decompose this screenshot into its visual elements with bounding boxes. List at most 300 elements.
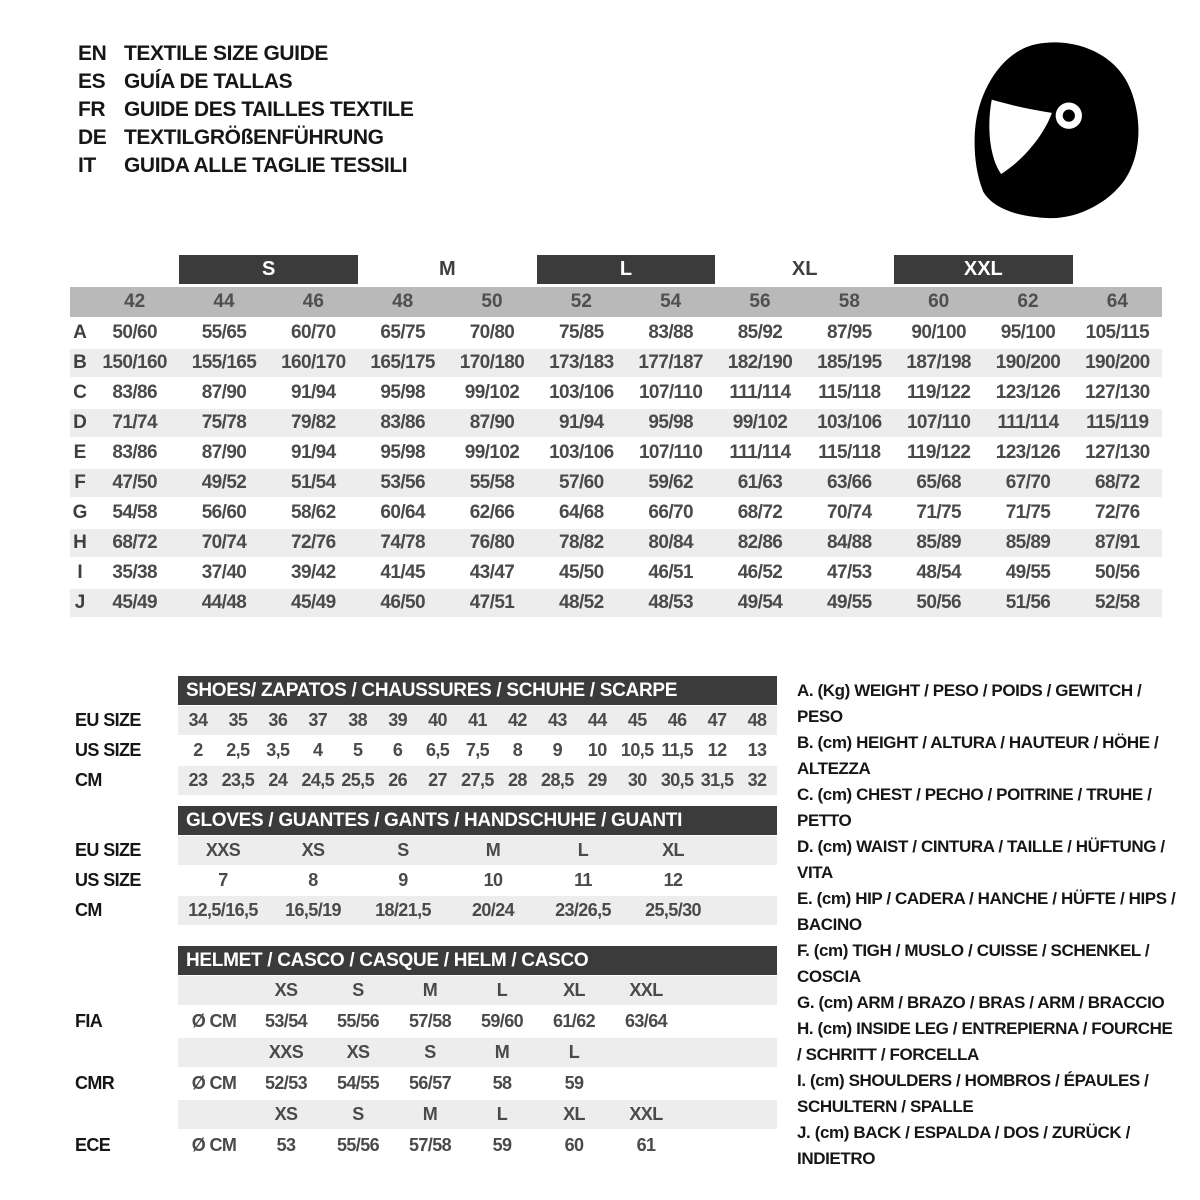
helmet-unit-cell: Ø CM	[191, 1135, 237, 1155]
gloves-cell: M	[485, 840, 501, 860]
size-cell: 127/130	[1085, 382, 1150, 403]
language-code: FR	[78, 98, 106, 121]
size-cell: 49/55	[827, 592, 872, 613]
size-band-cell: 52	[570, 291, 592, 312]
size-group-m: M	[438, 258, 456, 280]
shoes-table-title: SHOES/ ZAPATOS / CHAUSSURES / SCHUHE / SCARPE	[178, 676, 777, 705]
helmet-size-cell: M	[422, 980, 438, 1000]
language-label: GUÍA DE TALLAS	[124, 70, 293, 93]
helmet-size-cell: L	[496, 1104, 508, 1124]
size-cell: 111/114	[729, 442, 791, 463]
shoes-cell: 24	[268, 770, 288, 790]
language-code: IT	[78, 154, 96, 177]
size-cell: 41/45	[380, 562, 425, 583]
shoes-cell: 5	[352, 740, 363, 760]
size-cell: 80/84	[648, 532, 693, 553]
shoes-row-values	[178, 706, 777, 735]
helmet-size-cell: XS	[274, 980, 298, 1000]
size-cell: 62/66	[469, 502, 515, 523]
size-cell: 70/74	[827, 502, 872, 523]
helmet-standard-label: FIA	[75, 1011, 103, 1031]
helmet-value-cell: 52/53	[264, 1073, 308, 1093]
shoes-cell: 6	[392, 740, 403, 760]
size-band-cell: 64	[1106, 291, 1128, 312]
gloves-cell: 7	[218, 870, 228, 890]
shoes-cell: 47	[707, 710, 727, 730]
shoes-cell: 45	[627, 710, 647, 730]
gloves-cell: XS	[301, 840, 325, 860]
helmet-size-header-values	[178, 1100, 777, 1129]
size-row-label: D	[73, 412, 87, 433]
language-label: TEXTILGRÖßENFÜHRUNG	[124, 126, 384, 149]
size-cell: 48/52	[559, 592, 604, 613]
size-cell: 107/110	[638, 442, 703, 463]
helmet-unit-cell: Ø CM	[191, 1011, 237, 1031]
shoes-cell: 40	[428, 710, 447, 730]
gloves-row-label: CM	[75, 900, 102, 920]
size-row-label: A	[73, 322, 87, 343]
size-cell: 68/72	[1095, 472, 1140, 493]
helmet-size-cell: L	[568, 1042, 580, 1062]
shoes-cell: 41	[468, 710, 487, 730]
size-cell: 79/82	[291, 412, 336, 433]
size-group-l: L	[537, 255, 716, 284]
size-cell: 99/102	[732, 412, 788, 433]
size-cell: 95/98	[380, 382, 425, 403]
shoes-row	[75, 736, 777, 765]
size-cell: 99/102	[464, 382, 520, 403]
shoes-cell: 30,5	[660, 770, 694, 790]
helmet-value-cell: 61/62	[552, 1011, 596, 1031]
helmet-value-cell: 60	[564, 1135, 584, 1155]
size-cell: 47/50	[112, 472, 157, 493]
gloves-cell: XL	[662, 840, 684, 860]
size-row-label: I	[77, 562, 83, 583]
size-cell: 99/102	[464, 442, 520, 463]
size-cell: 87/90	[201, 442, 247, 463]
size-cell: 76/80	[469, 532, 515, 553]
shoes-table	[75, 676, 777, 795]
size-cell: 75/78	[201, 412, 247, 433]
helmet-size-header-spacer	[75, 1100, 178, 1129]
size-cell: 68/72	[112, 532, 157, 553]
size-cell: 52/58	[1095, 592, 1140, 613]
size-cell: 119/122	[906, 442, 971, 463]
size-cell: 35/38	[112, 562, 157, 583]
language-row	[78, 96, 413, 124]
size-cell: 115/118	[818, 442, 881, 463]
racing-helmet-icon	[972, 32, 1160, 220]
size-cell: 115/119	[1086, 412, 1149, 433]
size-band-cell: 44	[213, 291, 235, 312]
language-row	[78, 124, 413, 152]
helmet-size-cell: M	[494, 1042, 510, 1062]
size-band-cell: 48	[392, 291, 414, 312]
size-cell: 44/48	[201, 592, 247, 613]
shoes-cell: 23	[188, 770, 208, 790]
gloves-row-values	[178, 896, 777, 925]
gloves-table	[75, 806, 777, 925]
legend-item: A. (Kg) WEIGHT / PESO / POIDS / GEWITCH / PESO	[797, 681, 1142, 726]
language-label: GUIDA ALLE TAGLIE TESSILI	[124, 154, 408, 177]
helmet-size-cell: XS	[274, 1104, 298, 1124]
size-cell: 45/50	[559, 562, 604, 583]
helmet-table-title: HELMET / CASCO / CASQUE / HELM / CASCO	[178, 946, 777, 975]
shoes-cell: 28	[508, 770, 527, 790]
size-cell: 115/118	[818, 382, 881, 403]
size-band-cell: 54	[660, 291, 682, 312]
helmet-size-cell: L	[496, 980, 508, 1000]
size-cell: 49/55	[1005, 562, 1051, 583]
size-cell: 67/70	[1005, 472, 1051, 493]
size-cell: 59/62	[648, 472, 693, 493]
gloves-cell: 8	[308, 870, 318, 890]
size-cell: 43/47	[469, 562, 515, 583]
shoes-cell: 48	[747, 710, 767, 730]
gloves-row-values	[178, 866, 777, 895]
helmet-value-cell: 54/55	[336, 1073, 380, 1093]
size-cell: 91/94	[559, 412, 604, 433]
language-row	[78, 152, 413, 180]
helmet-value-cell: 63/64	[624, 1011, 668, 1031]
language-label: TEXTILE SIZE GUIDE	[124, 42, 328, 65]
size-cell: 72/76	[291, 532, 336, 553]
language-code: ES	[78, 70, 106, 93]
size-cell: 47/51	[469, 592, 515, 613]
gloves-cell: 16,5/19	[285, 900, 341, 920]
size-cell: 123/126	[995, 382, 1061, 403]
helmet-size-header-row	[75, 976, 777, 1005]
size-cell: 74/78	[380, 532, 425, 553]
size-cell: 190/200	[995, 352, 1061, 373]
legend-item: E. (cm) HIP / CADERA / HANCHE / HÜFTE / HIPS / BACINO	[797, 889, 1176, 934]
helmet-size-cell: XL	[563, 980, 585, 1000]
helmet-table	[75, 946, 777, 1161]
shoes-cell: 11,5	[661, 740, 693, 760]
shoes-cell: 43	[547, 710, 567, 730]
size-row-label: J	[74, 592, 86, 613]
gloves-row	[75, 836, 777, 865]
shoes-cell: 4	[313, 740, 323, 760]
shoes-cell: 6,5	[425, 740, 450, 760]
gloves-cell: 10	[483, 870, 503, 890]
helmet-size-cell: XL	[563, 1104, 585, 1124]
shoes-cell: 2,5	[226, 740, 250, 760]
shoes-cell: 42	[508, 710, 527, 730]
size-group-xxl: XXL	[894, 255, 1073, 284]
legend-item: B. (cm) HEIGHT / ALTURA / HAUTEUR / HÖHE / ALTEZZA	[797, 733, 1159, 778]
shoes-cell: 28,5	[541, 770, 574, 790]
gloves-cell: 9	[398, 870, 408, 890]
shoes-cell: 2	[193, 740, 203, 760]
size-cell: 107/110	[638, 382, 703, 403]
size-cell: 49/52	[201, 472, 247, 493]
size-band-cell: 56	[749, 291, 771, 312]
shoes-cell: 24,5	[301, 770, 335, 790]
size-cell: 48/53	[648, 592, 693, 613]
size-cell: 85/89	[916, 532, 961, 553]
size-cell: 50/60	[112, 322, 157, 343]
size-row-label: F	[74, 472, 86, 493]
helmet-standard-label: ECE	[75, 1135, 111, 1155]
size-cell: 85/92	[737, 322, 783, 343]
gloves-row-values	[178, 836, 777, 865]
size-row	[70, 349, 1162, 377]
helmet-unit-spacer	[178, 976, 250, 1005]
legend-item: H. (cm) INSIDE LEG / ENTREPIERNA / FOURCHE / SCHRITT / FORCELLA	[797, 1019, 1173, 1064]
size-cell: 66/70	[648, 502, 693, 523]
size-row-label: G	[72, 502, 88, 523]
size-cell: 160/170	[281, 352, 346, 373]
size-cell: 83/88	[648, 322, 693, 343]
gloves-cell: L	[577, 840, 589, 860]
shoes-cell: 10	[587, 740, 607, 760]
size-cell: 71/75	[916, 502, 961, 523]
helmet-value-cell: 53/54	[264, 1011, 308, 1031]
size-cell: 61/63	[737, 472, 783, 493]
size-cell: 95/98	[380, 442, 425, 463]
helmet-value-cell: 59/60	[480, 1011, 524, 1031]
size-band-spacer	[70, 287, 90, 317]
helmet-value-cell: 58	[492, 1073, 512, 1093]
helmet-size-cell: XXS	[268, 1042, 304, 1062]
shoes-table-rows	[75, 706, 777, 795]
size-cell: 47/53	[827, 562, 872, 583]
helmet-size-cell: S	[352, 1104, 364, 1124]
size-cell: 65/75	[380, 322, 425, 343]
size-cell: 53/56	[380, 472, 425, 493]
shoes-row	[75, 706, 777, 735]
shoes-row-label: CM	[75, 770, 102, 790]
measurement-legend	[797, 678, 1179, 1172]
shoes-cell: 10,5	[620, 740, 654, 760]
shoes-cell: 29	[587, 770, 607, 790]
size-cell: 107/110	[906, 412, 971, 433]
size-cell: 95/98	[648, 412, 693, 433]
shoes-row-label: EU SIZE	[75, 710, 141, 730]
size-rows	[70, 319, 1162, 617]
language-row	[78, 68, 413, 96]
size-row	[70, 439, 1162, 467]
size-cell: 60/64	[380, 502, 425, 523]
size-cell: 64/68	[559, 502, 604, 523]
size-cell: 90/100	[911, 322, 966, 343]
size-cell: 150/160	[102, 352, 167, 373]
size-cell: 45/49	[112, 592, 157, 613]
size-cell: 103/106	[549, 442, 614, 463]
shoes-cell: 23,5	[221, 770, 255, 790]
shoes-cell: 9	[552, 740, 563, 760]
language-code: EN	[78, 42, 107, 65]
size-band-row	[70, 287, 1162, 317]
size-cell: 72/76	[1095, 502, 1140, 523]
size-cell: 71/74	[112, 412, 157, 433]
size-row	[70, 499, 1162, 527]
helmet-size-header-row	[75, 1100, 777, 1129]
visor-pivot-dot	[1063, 110, 1075, 122]
shoes-cell: 7,5	[465, 740, 490, 760]
helmet-size-cell: XXL	[629, 980, 663, 1000]
shoes-cell: 27	[428, 770, 447, 790]
size-cell: 182/190	[727, 352, 793, 373]
helmet-size-cell: S	[352, 980, 364, 1000]
size-cell: 105/115	[1085, 322, 1150, 343]
size-cell: 177/187	[638, 352, 703, 373]
size-cell: 123/126	[995, 442, 1061, 463]
helmet-size-cell: M	[422, 1104, 438, 1124]
size-cell: 155/165	[191, 352, 257, 373]
size-cell: 78/82	[559, 532, 604, 553]
size-cell: 65/68	[916, 472, 961, 493]
shoes-cell: 46	[667, 710, 687, 730]
shoes-row-values	[178, 736, 777, 765]
size-cell: 82/86	[737, 532, 783, 553]
shoes-row-values	[178, 766, 777, 795]
helmet-value-cell: 57/58	[408, 1135, 452, 1155]
size-row-label: H	[73, 532, 87, 553]
gloves-cell: 11	[574, 870, 592, 890]
helmet-value-cells	[178, 1068, 777, 1099]
legend-item: G. (cm) ARM / BRAZO / BRAS / ARM / BRACCIO	[797, 993, 1165, 1012]
gloves-table-title: GLOVES / GUANTES / GANTS / HANDSCHUHE / GUANTI	[178, 806, 777, 835]
helmet-unit-spacer	[178, 1038, 250, 1067]
shoes-cell: 25,5	[341, 770, 374, 790]
helmet-value-cell: 55/56	[336, 1011, 380, 1031]
size-cell: 46/52	[737, 562, 783, 583]
size-group-row	[70, 255, 1162, 284]
helmet-size-cell: XXL	[629, 1104, 663, 1124]
size-cell: 57/60	[559, 472, 604, 493]
size-cell: 127/130	[1085, 442, 1150, 463]
size-cell: 87/90	[201, 382, 247, 403]
size-row	[70, 319, 1162, 347]
size-cell: 70/80	[469, 322, 515, 343]
helmet-value-row	[75, 1068, 777, 1099]
helmet-value-cell: 55/56	[336, 1135, 380, 1155]
shoes-row-label: US SIZE	[75, 740, 141, 760]
shoes-cell: 32	[747, 770, 767, 790]
size-cell: 45/49	[291, 592, 336, 613]
size-row	[70, 469, 1162, 497]
size-group-xl: XL	[791, 258, 818, 280]
helmet-size-cell: S	[424, 1042, 436, 1062]
size-cell: 54/58	[112, 502, 157, 523]
size-cell: 49/54	[737, 592, 783, 613]
size-cell: 83/86	[380, 412, 425, 433]
helmet-value-row	[75, 1006, 777, 1037]
helmet-value-cell: 57/58	[408, 1011, 452, 1031]
size-cell: 91/94	[291, 442, 336, 463]
size-row	[70, 529, 1162, 557]
gloves-row-label: EU SIZE	[75, 840, 141, 860]
shoes-cell: 30	[627, 770, 647, 790]
size-cell: 84/88	[827, 532, 872, 553]
shoes-cell: 44	[587, 710, 607, 730]
size-band-cell: 62	[1017, 291, 1039, 312]
size-row	[70, 409, 1162, 437]
shoes-row	[75, 766, 777, 795]
gloves-row-label: US SIZE	[75, 870, 141, 890]
gloves-table-rows	[75, 836, 777, 925]
helmet-unit-spacer	[178, 1100, 250, 1129]
size-cell: 46/50	[380, 592, 425, 613]
helmet-standard-label: CMR	[75, 1073, 115, 1093]
size-cell: 87/95	[827, 322, 872, 343]
size-row-label: E	[73, 442, 87, 463]
textile-size-table	[70, 255, 1162, 619]
size-band-cell: 46	[302, 291, 324, 312]
size-cell: 91/94	[291, 382, 336, 403]
legend-item: C. (cm) CHEST / PECHO / POITRINE / TRUHE / PETTO	[797, 785, 1152, 830]
shoes-cell: 37	[308, 710, 328, 730]
size-cell: 75/85	[559, 322, 604, 343]
size-cell: 39/42	[291, 562, 336, 583]
size-cell: 48/54	[916, 562, 961, 583]
language-list	[78, 40, 413, 180]
helmet-size-header-row	[75, 1038, 777, 1067]
gloves-row	[75, 866, 777, 895]
helmet-value-cell: 61	[636, 1135, 656, 1155]
size-cell: 51/56	[1005, 592, 1051, 613]
size-cell: 71/75	[1005, 502, 1051, 523]
gloves-cell: 20/24	[471, 900, 515, 920]
gloves-row	[75, 896, 777, 925]
shoes-cell: 27,5	[461, 770, 494, 790]
size-cell: 83/86	[112, 382, 157, 403]
size-cell: 56/60	[201, 502, 247, 523]
size-cell: 70/74	[201, 532, 247, 553]
gloves-cell: 12	[663, 870, 683, 890]
shoes-cell: 38	[348, 710, 368, 730]
size-cell: 50/56	[916, 592, 961, 613]
helmet-value-cell: 59	[564, 1073, 584, 1093]
size-cell: 60/70	[291, 322, 336, 343]
size-cell: 83/86	[112, 442, 157, 463]
shoes-cell: 39	[388, 710, 408, 730]
helmet-value-cell: 53	[276, 1135, 296, 1155]
size-cell: 187/198	[906, 352, 971, 373]
size-row	[70, 559, 1162, 587]
gloves-cell: 12,5/16,5	[188, 900, 258, 920]
size-band-cell: 60	[928, 291, 950, 312]
shoes-cell: 31,5	[700, 770, 734, 790]
language-code: DE	[78, 126, 107, 149]
size-cell: 51/54	[291, 472, 336, 493]
helmet-value-cell: 59	[492, 1135, 512, 1155]
helmet-table-rows	[75, 976, 777, 1161]
gloves-cell: XXS	[205, 840, 241, 860]
size-group-s: S	[179, 255, 358, 284]
legend-item: J. (cm) BACK / ESPALDA / DOS / ZURÜCK / INDIETRO	[797, 1123, 1130, 1168]
helmet-size-header-spacer	[75, 976, 178, 1005]
helmet-size-cell: XS	[346, 1042, 370, 1062]
shoes-cell: 13	[747, 740, 767, 760]
shoes-cell: 8	[512, 740, 523, 760]
size-cell: 87/90	[469, 412, 515, 433]
shoes-cell: 3,5	[266, 740, 290, 760]
helmet-size-header-values	[178, 1038, 777, 1067]
size-cell: 55/58	[469, 472, 515, 493]
size-cell: 85/89	[1005, 532, 1051, 553]
size-row	[70, 589, 1162, 617]
size-cell: 103/106	[549, 382, 614, 403]
legend-item: I. (cm) SHOULDERS / HOMBROS / ÉPAULES / SCHULTERN / SPALLE	[797, 1071, 1149, 1116]
shoes-cell: 36	[268, 710, 288, 730]
helmet-value-cells	[178, 1006, 777, 1037]
size-cell: 95/100	[1000, 322, 1056, 343]
size-band-cell: 42	[124, 291, 146, 312]
size-band-cell: 58	[838, 291, 860, 312]
